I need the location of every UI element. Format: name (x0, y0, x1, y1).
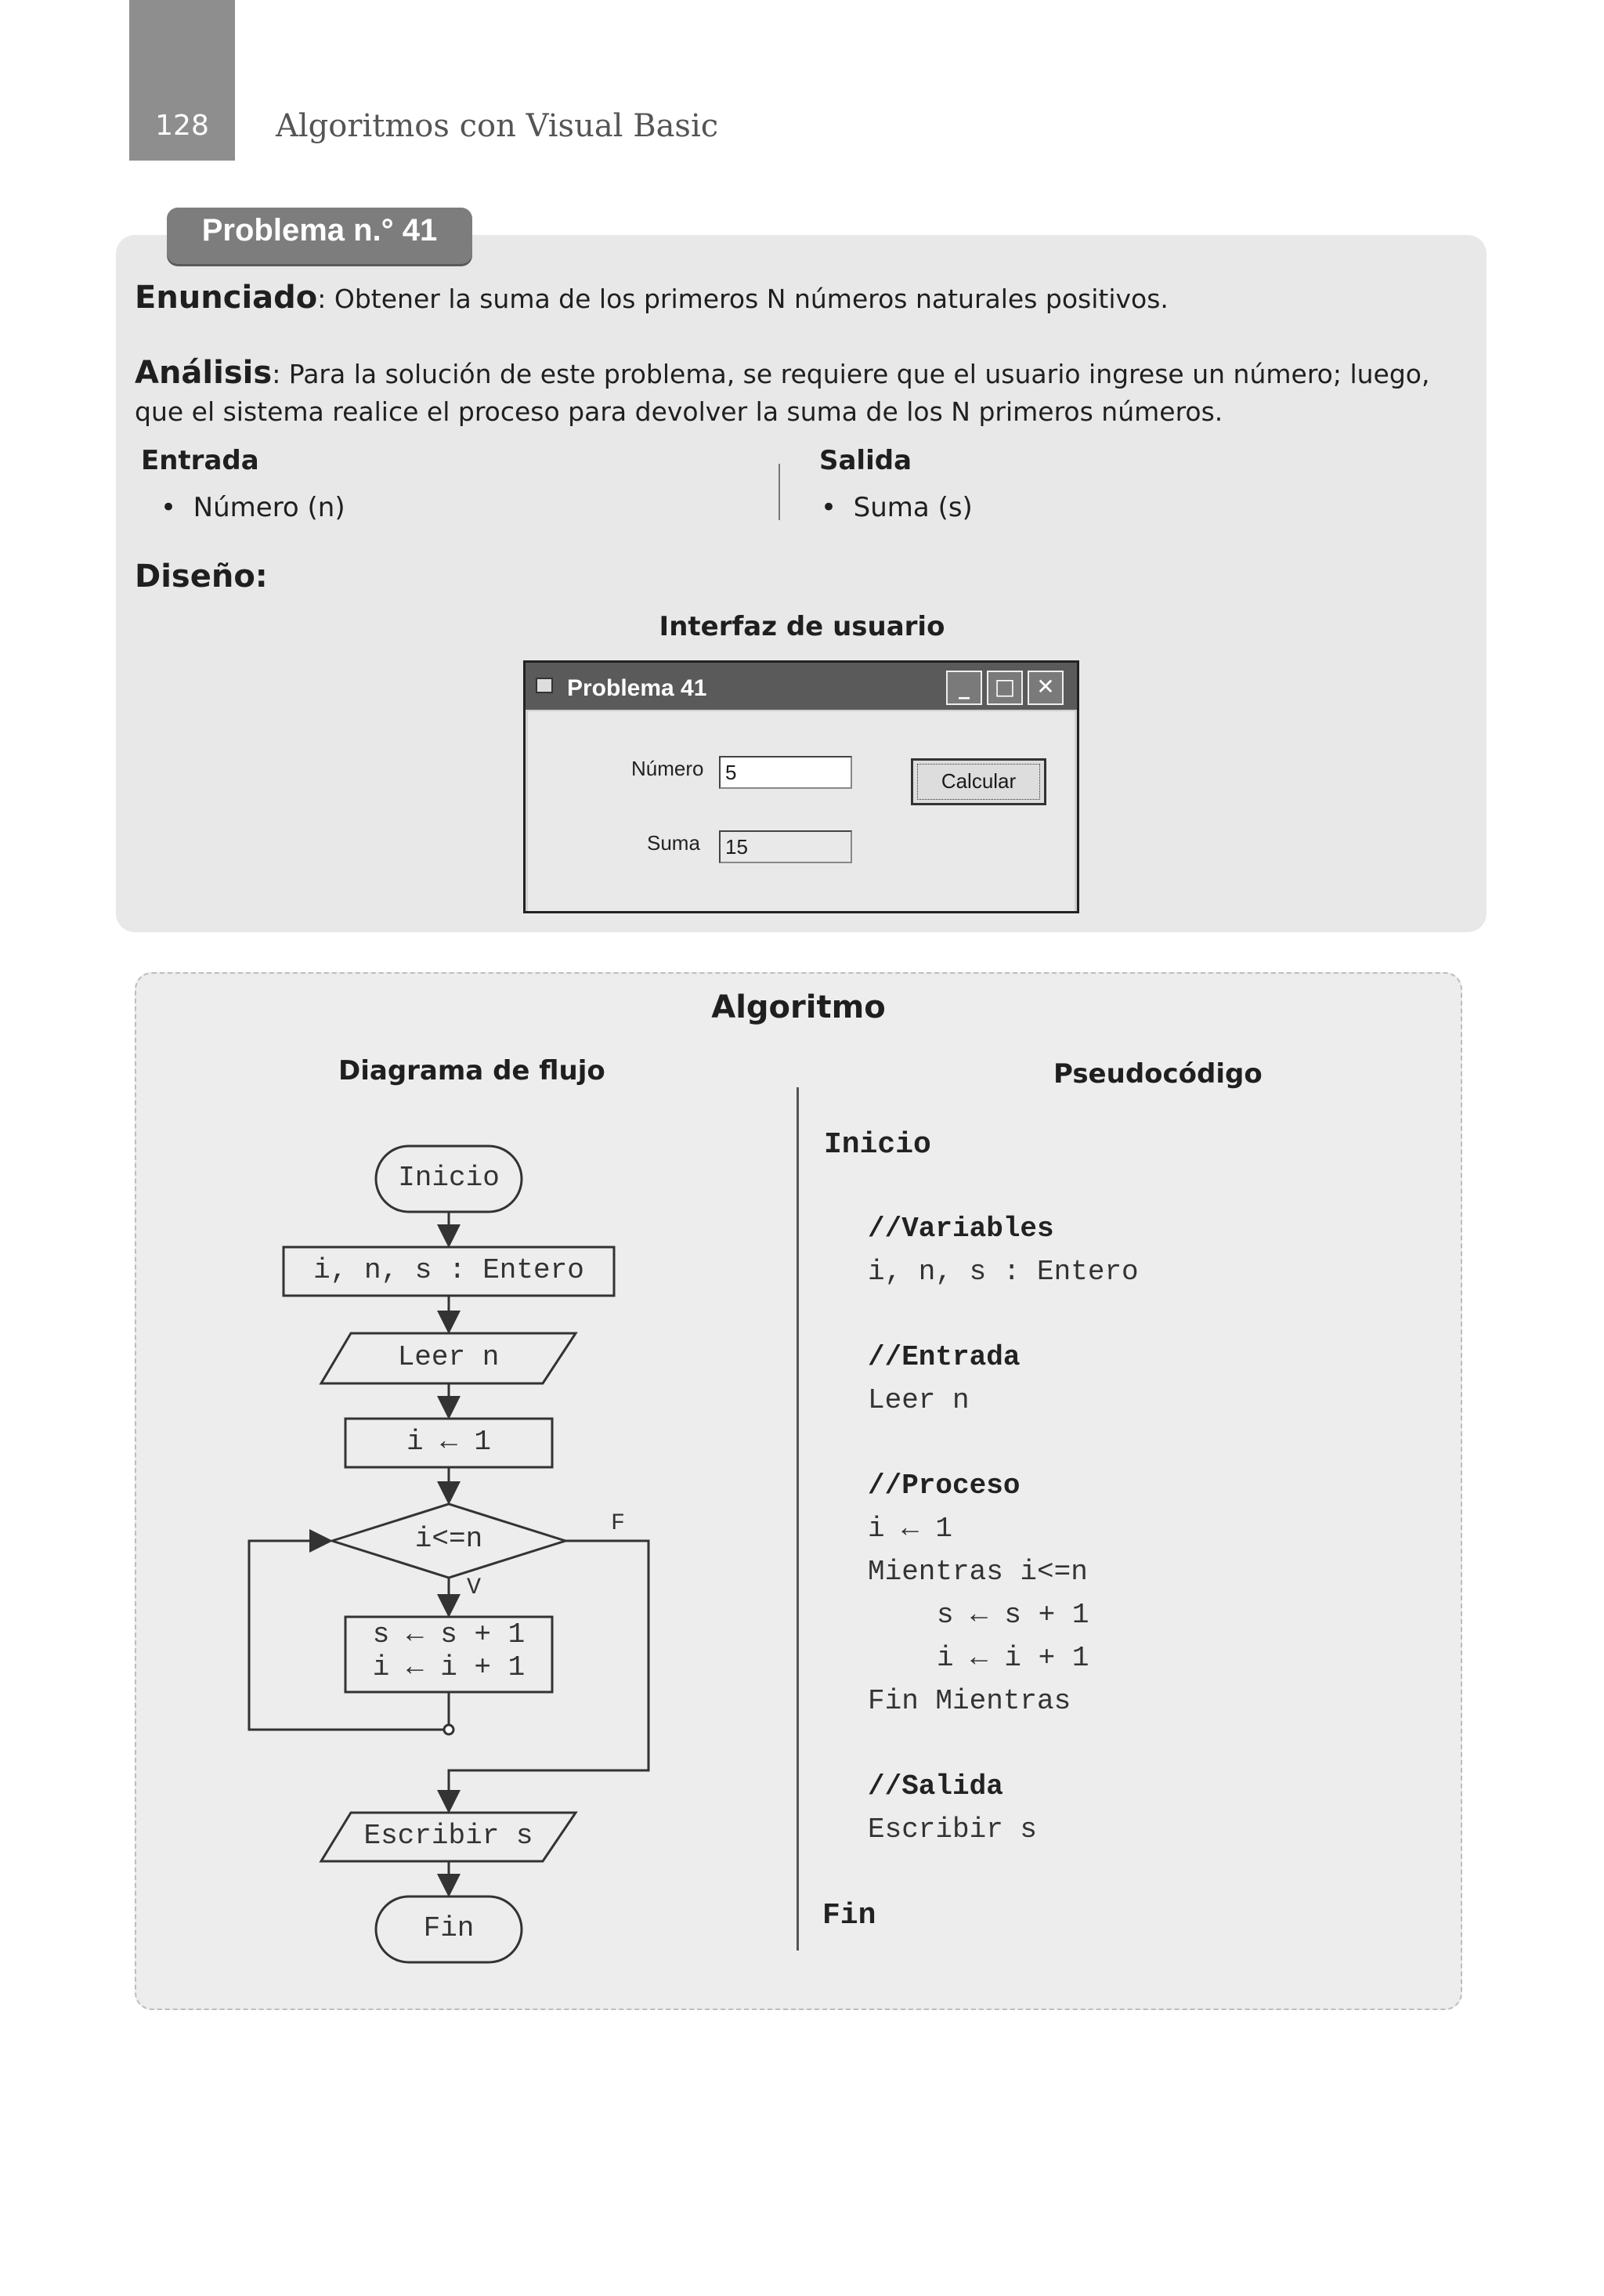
flow-read-label: Leer n (397, 1341, 500, 1373)
flowchart-heading: Diagrama de flujo (338, 1055, 605, 1087)
pseudo-while: Mientras i<=n (868, 1556, 1088, 1588)
pseudo-comment-entrada: //Entrada (868, 1341, 1021, 1373)
problem-title: Problema n.° 41 (201, 213, 438, 248)
bullet-icon: • (161, 492, 193, 523)
pseudo-declare: i, n, s : Entero (868, 1256, 1139, 1288)
page-number: 128 (155, 110, 209, 142)
pseudo-body2: i ← i + 1 (937, 1642, 1089, 1674)
calcular-button[interactable]: Calcular (911, 758, 1046, 805)
suma-label: Suma (647, 831, 700, 855)
flow-end-label: Fin (423, 1912, 475, 1944)
minimize-icon[interactable]: _ (946, 671, 982, 705)
analisis-label: Análisis (135, 355, 273, 391)
flow-false-label: F (611, 1510, 626, 1537)
close-icon[interactable]: ✕ (1028, 671, 1064, 705)
book-title: Algoritmos con Visual Basic (276, 108, 719, 144)
analisis-text: : Para la solución de este problema, se requiere que el usuario ingrese un número; luego, que el sistema realice el proceso para devolver la suma de los N primeros números. (135, 359, 1430, 427)
pseudocode-heading: Pseudocódigo (1053, 1058, 1263, 1090)
numero-input[interactable]: 5 (719, 756, 852, 789)
suma-output[interactable]: 15 (719, 830, 852, 863)
flow-declare-label: i, n, s : Entero (313, 1254, 584, 1286)
entrada-heading: Entrada (141, 445, 259, 476)
enunciado-label: Enunciado (135, 280, 318, 316)
flow-body-line2: i ← i + 1 (372, 1651, 526, 1683)
flow-true-label: V (467, 1575, 482, 1601)
pseudo-fin: Fin (822, 1899, 876, 1933)
pseudo-end-while: Fin Mientras (868, 1685, 1071, 1717)
pseudo-read: Leer n (868, 1384, 970, 1416)
pseudo-comment-proceso: //Proceso (868, 1470, 1021, 1502)
loop-junction (444, 1725, 453, 1734)
pseudo-comment-salida: //Salida (868, 1770, 1003, 1802)
ui-caption: Interfaz de usuario (659, 611, 945, 642)
flow-start-label: Inicio (398, 1162, 500, 1194)
flow-body-line1: s ← s + 1 (372, 1618, 526, 1651)
window-title: Problema 41 (567, 675, 707, 701)
pseudo-comment-variables: //Variables (868, 1213, 1054, 1245)
entrada-item-text: Número (n) (193, 492, 345, 523)
flow-condition-label: i<=n (414, 1523, 483, 1555)
salida-item-text: Suma (s) (853, 492, 973, 523)
bullet-icon: • (821, 492, 854, 523)
flow-write-label: Escribir s (363, 1820, 533, 1852)
pseudo-assign: i ← 1 (868, 1513, 953, 1545)
numero-label: Número (631, 757, 704, 780)
maximize-icon[interactable]: □ (987, 671, 1023, 705)
salida-heading: Salida (819, 445, 912, 476)
flow-assign-label: i ← 1 (406, 1426, 492, 1458)
algorithm-title: Algoritmo (711, 989, 886, 1025)
pseudo-write: Escribir s (868, 1813, 1038, 1846)
pseudo-inicio: Inicio (824, 1128, 931, 1162)
enunciado-text: : Obtener la suma de los primeros N números naturales positivos. (317, 284, 1169, 314)
pseudo-body1: s ← s + 1 (937, 1599, 1089, 1631)
diseno-heading: Diseño: (135, 559, 268, 595)
